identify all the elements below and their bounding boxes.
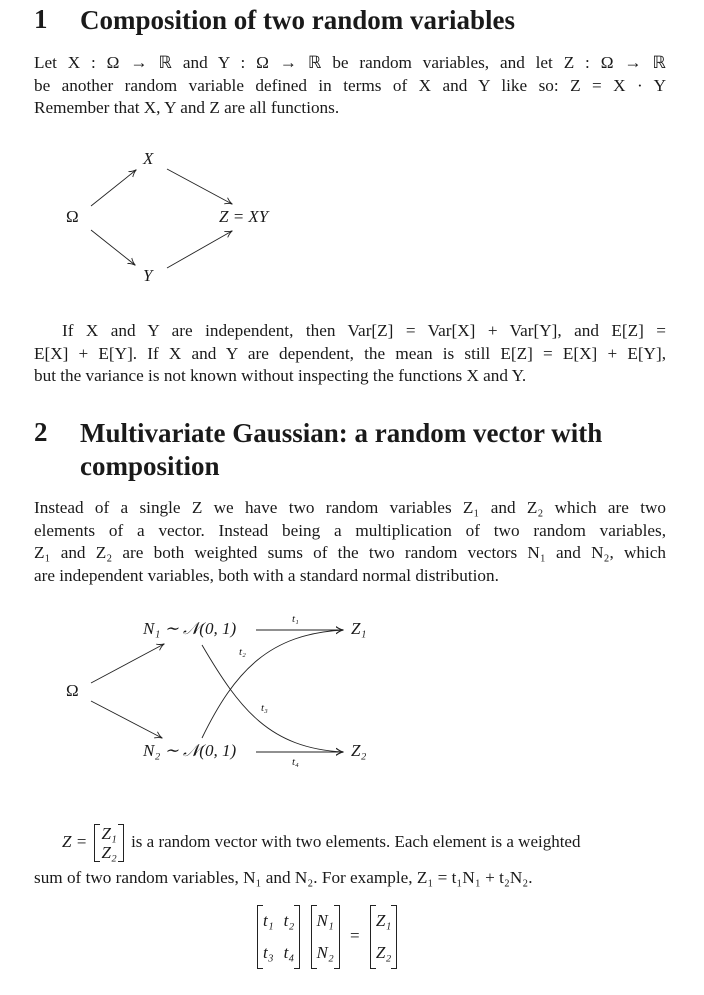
arrow-omega-to-n1	[91, 644, 164, 683]
n-vector	[311, 905, 340, 969]
s2-intro-line-3: Z₁ and Z₂ are both weighted sums of the two random vectors N₁ and N₂, which	[34, 543, 666, 562]
section-1-followup	[34, 320, 666, 388]
arrow-x-to-z	[167, 169, 232, 204]
vector-entry: Z₁	[101, 824, 117, 843]
arrow-n2-to-z1	[202, 630, 343, 738]
section-1-number: 1	[34, 4, 48, 34]
section-2-title-line-2: composition	[80, 451, 220, 481]
arrow-omega-to-x	[91, 170, 136, 206]
s2-intro-line-2: elements of a vector. Instead being a multiplication of two random variables,	[34, 520, 666, 540]
vector-def-continuation	[34, 867, 666, 890]
s2-intro-line-1: Instead of a single Z we have two random variables Z₁ and Z₂ which are two	[34, 498, 666, 517]
equals-sign: =	[350, 925, 360, 945]
right-bracket	[391, 905, 397, 969]
vector-entry: Z₁	[375, 911, 392, 930]
matrix-cell: t₃	[263, 943, 274, 962]
z2-node: Z₂	[351, 741, 367, 760]
left-bracket	[94, 824, 100, 862]
intro-line-3: Remember that X, Y and Z are all functions.	[34, 98, 340, 117]
vector-lhs: Z =	[62, 831, 88, 851]
intro-line-2: be another random variable defined in terms of X and Y like so: Z = X · Y	[34, 75, 666, 95]
vector-entry: N₂	[316, 943, 334, 962]
matrix-cell: t₁	[263, 911, 274, 930]
matrix-cell: t₄	[283, 943, 295, 962]
z-result-vector	[370, 905, 397, 969]
right-bracket	[294, 905, 300, 969]
matrix-equation	[257, 905, 397, 969]
section-1-title: Composition of two random variables	[80, 5, 516, 35]
z1-node: Z₁	[351, 619, 367, 638]
y-node: Y	[143, 266, 153, 285]
vector-def-text: is a random vector with two elements. Each element is a weighted	[131, 831, 581, 851]
z-node: Z = XY	[219, 207, 269, 226]
left-bracket	[257, 905, 263, 969]
weight-t3-label: t₃	[261, 702, 268, 714]
s2-intro-line-4: are independent variables, both with a standard normal distribution.	[34, 565, 499, 585]
omega-node: Ω	[66, 207, 79, 226]
vector-line-2: sum of two random variables, N₁ and N₂. For example, Z₁ = t₁N₁ + t₂N₂.	[34, 868, 533, 887]
followup-line-2: E[X] + E[Y]. If X and Y are dependent, the mean is still E[Z] = E[X] + E[Y],	[34, 343, 666, 363]
arrow-omega-to-y	[91, 230, 135, 265]
followup-line-1: If X and Y are independent, then Var[Z] = Var[X] + Var[Y], and E[Z] =	[62, 321, 666, 340]
weight-matrix	[257, 905, 300, 969]
section-2-intro	[34, 497, 666, 587]
right-bracket	[118, 824, 124, 862]
vector-entry: Z₂	[375, 943, 392, 962]
right-bracket	[334, 905, 340, 969]
section-2-number: 2	[34, 417, 48, 447]
n2-node: N₂ ∼ 𝒩(0, 1)	[143, 741, 237, 760]
vector-entry: Z₂	[101, 843, 117, 862]
matrix-cell: t₂	[283, 911, 295, 930]
followup-line-3: but the variance is not known without inspecting the functions X and Y.	[34, 366, 527, 385]
x-node: X	[143, 149, 154, 168]
arrow-y-to-z	[167, 231, 232, 268]
z-column-vector	[94, 824, 123, 862]
left-bracket	[370, 905, 376, 969]
left-bracket	[311, 905, 317, 969]
weight-t2-label: t₂	[239, 646, 246, 658]
vector-entry: N₁	[316, 911, 334, 930]
section-2-title-line-1: Multivariate Gaussian: a random vector with	[80, 418, 603, 448]
arrow-omega-to-n2	[91, 701, 162, 738]
weight-t1-label: t₁	[292, 613, 299, 625]
arrow-n1-to-z2	[202, 645, 343, 752]
intro-line-1: Let X : Ω → ℝ and Y : Ω → ℝ be random variables, and let Z : Ω → ℝ	[34, 53, 666, 72]
n1-node: N₁ ∼ 𝒩(0, 1)	[143, 619, 237, 638]
omega-node-2: Ω	[66, 681, 79, 700]
vector-definition	[62, 824, 580, 862]
weight-t4-label: t₄	[292, 756, 299, 768]
